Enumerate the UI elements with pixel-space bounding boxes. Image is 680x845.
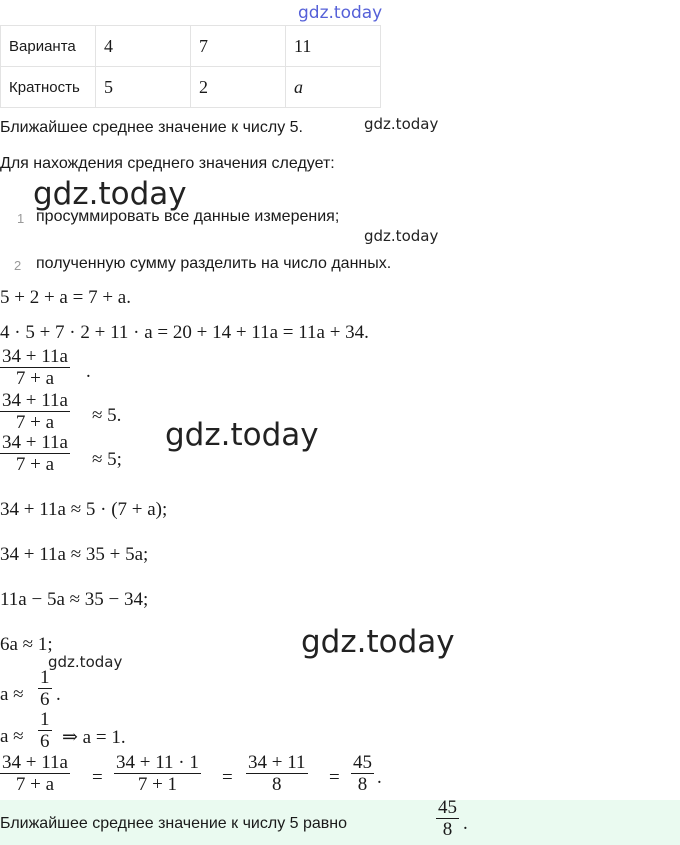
- table-cell: 2: [191, 67, 286, 108]
- fraction-numerator: 45: [438, 797, 457, 818]
- fraction-numerator: 34 + 11 · 1: [116, 752, 199, 773]
- fraction-mean: [0, 390, 70, 433]
- fraction-numerator: 34 + 11: [248, 752, 306, 773]
- equation-weighted-sum: 4 · 5 + 7 · 2 + 11 · a = 20 + 14 + 11a = 11a + 34.: [0, 322, 369, 343]
- fraction-denominator: 7 + a: [15, 368, 55, 389]
- equals-sign: =: [92, 767, 103, 788]
- fraction-numerator: 1: [40, 709, 50, 730]
- a-approx-label: a ≈: [0, 726, 24, 747]
- step-number: 2: [14, 258, 22, 273]
- fraction-numerator: 45: [353, 752, 372, 773]
- equation-sum-frequencies: 5 + 2 + a = 7 + a.: [0, 287, 131, 308]
- table-cell: 5: [96, 67, 191, 108]
- a-approx-label: a ≈: [0, 684, 24, 705]
- fraction-denominator: 7 + a: [15, 454, 55, 475]
- method-heading: Для нахождения среднего значения следует:: [0, 155, 335, 172]
- fraction-numerator: 1: [40, 667, 50, 688]
- fraction-numerator: 34 + 11a: [2, 390, 68, 411]
- fraction-denominator: 7 + 1: [137, 774, 178, 795]
- step-1-text: просуммировать все данные измерения;: [36, 208, 340, 225]
- intro-line: Ближайшее среднее значение к числу 5.: [0, 119, 303, 136]
- watermark-large-3: gdz.today: [301, 624, 455, 660]
- fraction-substituted: [114, 752, 201, 795]
- implication: ⇒ a = 1.: [62, 727, 126, 748]
- fraction-denominator: 6: [40, 731, 50, 752]
- fraction-one-sixth: [38, 709, 52, 752]
- frequency-table: [0, 25, 381, 108]
- fraction-denominator: 6: [40, 689, 50, 710]
- equation-step-5: 11a − 5a ≈ 35 − 34;: [0, 589, 149, 610]
- punctuation: .: [56, 684, 61, 705]
- equation-step-4: 34 + 11a ≈ 35 + 5a;: [0, 544, 149, 565]
- fraction-mean: [0, 752, 70, 795]
- approx-relation: ≈ 5;: [92, 449, 122, 470]
- punctuation: .: [86, 361, 91, 382]
- table-cell: a: [286, 67, 381, 108]
- fraction-numerator: 34 + 11a: [2, 346, 68, 367]
- fraction-denominator: 8: [272, 774, 282, 795]
- table-cell: 7: [191, 26, 286, 67]
- fraction-denominator: 7 + a: [15, 774, 55, 795]
- punctuation: .: [377, 767, 382, 788]
- fraction-sum: [246, 752, 308, 795]
- watermark-small-1: gdz.today: [364, 115, 439, 133]
- fraction-answer: [436, 797, 459, 840]
- answer-text: Ближайшее среднее значение к числу 5 равно: [0, 815, 348, 832]
- table-cell-label: Кратность: [1, 67, 96, 108]
- step-2-text: полученную сумму разделить на число данных.: [36, 255, 392, 272]
- fraction-mean: [0, 432, 70, 475]
- step-number: 1: [17, 211, 25, 226]
- fraction-numerator: 34 + 11a: [2, 432, 68, 453]
- equals-sign: =: [222, 767, 233, 788]
- table-row: [1, 26, 381, 67]
- watermark-small-2: gdz.today: [364, 227, 439, 245]
- table-row: [1, 67, 381, 108]
- fraction-denominator: 8: [357, 774, 368, 795]
- fraction-one-sixth: [38, 667, 52, 710]
- table-cell: 11: [286, 26, 381, 67]
- equation-step-6: 6a ≈ 1;: [0, 634, 53, 655]
- punctuation: .: [463, 813, 468, 834]
- table-cell-label: Варианта: [1, 26, 96, 67]
- watermark-large-1: gdz.today: [33, 176, 187, 212]
- watermark-small-3: gdz.today: [48, 653, 123, 671]
- fraction-denominator: 7 + a: [15, 412, 55, 433]
- fraction-mean: [0, 346, 70, 389]
- watermark-large-2: gdz.today: [165, 417, 319, 453]
- fraction-denominator: 8: [442, 819, 453, 840]
- equation-step-3: 34 + 11a ≈ 5 · (7 + a);: [0, 499, 168, 520]
- watermark-top: gdz.today: [298, 3, 383, 23]
- table-cell: 4: [96, 26, 191, 67]
- approx-relation: ≈ 5.: [92, 405, 122, 426]
- fraction-result: [351, 752, 374, 795]
- fraction-numerator: 34 + 11a: [2, 752, 68, 773]
- equals-sign: =: [329, 767, 340, 788]
